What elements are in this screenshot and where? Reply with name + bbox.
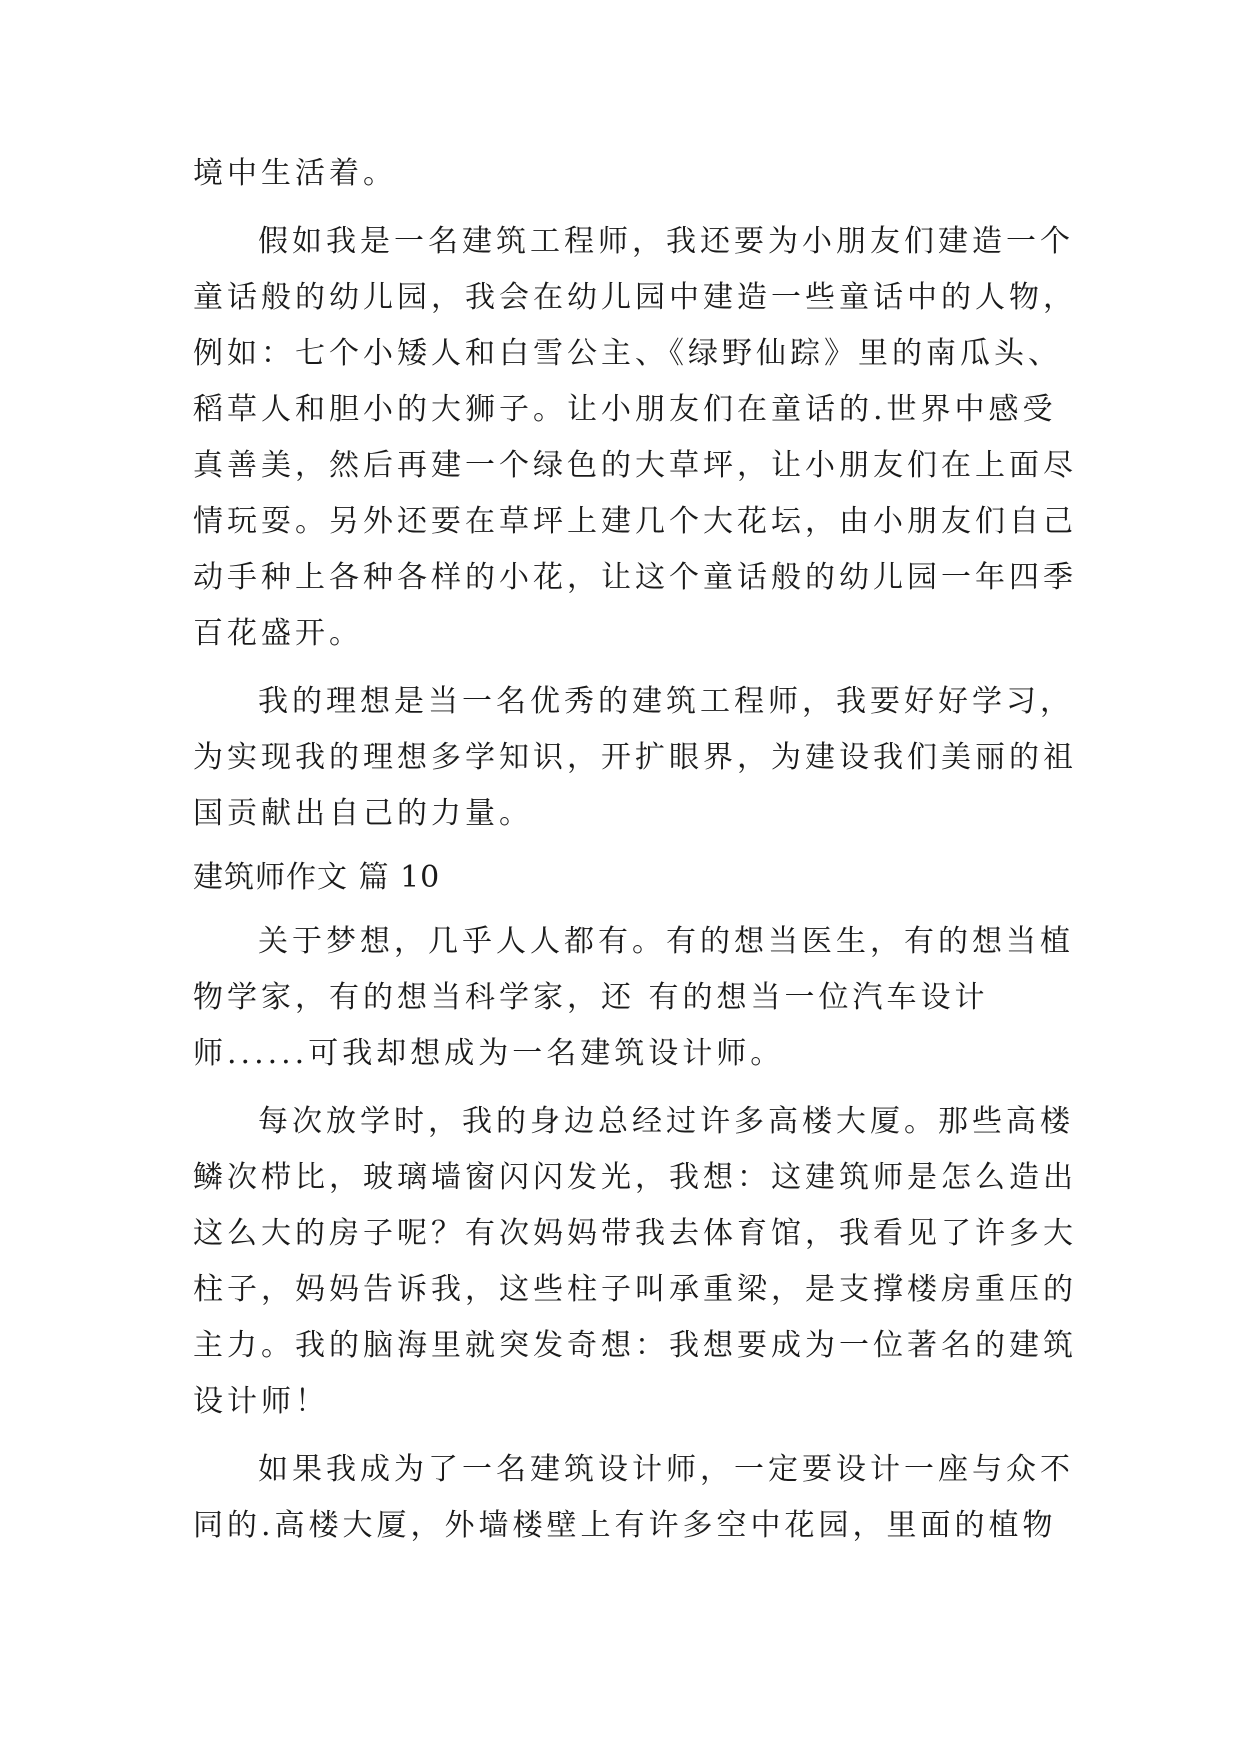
text-line: 情玩耍。另外还要在草坪上建几个大花坛，由小朋友们自己 [193, 504, 1077, 539]
text-line: 物学家，有的想当科学家，还 有的想当一位汽车设计 [193, 980, 989, 1015]
text-line: 稻草人和胆小的大狮子。让小朋友们在童话的.世界中感受 [193, 392, 1057, 427]
text-line: 柱子，妈妈告诉我，这些柱子叫承重梁，是支撑楼房重压的 [193, 1272, 1077, 1307]
text-line: 师......可我却想成为一名建筑设计师。 [193, 1036, 785, 1071]
text-line: 境中生活着。 [193, 156, 397, 191]
text-line: 国贡献出自己的力量。 [193, 796, 533, 831]
text-line: 童话般的幼儿园，我会在幼儿园中建造一些童话中的人物， [193, 280, 1077, 315]
text-line: 这么大的房子呢？有次妈妈带我去体育馆，我看见了许多大 [193, 1216, 1077, 1251]
text-line: 为实现我的理想多学知识，开扩眼界，为建设我们美丽的祖 [193, 740, 1077, 775]
paragraph-first-line: 关于梦想，几乎人人都有。有的想当医生，有的想当植 [258, 924, 1074, 959]
section-heading: 建筑师作文 篇 10 [193, 860, 441, 895]
text-line: 主力。我的脑海里就突发奇想：我想要成为一位著名的建筑 [193, 1328, 1077, 1363]
text-line: 同的.高楼大厦，外墙楼壁上有许多空中花园，里面的植物 [193, 1508, 1057, 1543]
paragraph-first-line: 如果我成为了一名建筑设计师，一定要设计一座与众不 [258, 1452, 1074, 1487]
text-line: 设计师！ [193, 1384, 329, 1419]
text-line: 真善美，然后再建一个绿色的大草坪，让小朋友们在上面尽 [193, 448, 1077, 483]
text-line: 例如：七个小矮人和白雪公主、《绿野仙踪》里的南瓜头、 [193, 336, 1062, 371]
text-line: 动手种上各种各样的小花，让这个童话般的幼儿园一年四季 [193, 560, 1077, 595]
text-line: 百花盛开。 [193, 616, 363, 651]
paragraph-first-line: 假如我是一名建筑工程师，我还要为小朋友们建造一个 [258, 224, 1074, 259]
paragraph-first-line: 我的理想是当一名优秀的建筑工程师，我要好好学习， [258, 684, 1074, 719]
paragraph-first-line: 每次放学时，我的身边总经过许多高楼大厦。那些高楼 [258, 1104, 1074, 1139]
text-line: 鳞次栉比，玻璃墙窗闪闪发光，我想：这建筑师是怎么造出 [193, 1160, 1077, 1195]
